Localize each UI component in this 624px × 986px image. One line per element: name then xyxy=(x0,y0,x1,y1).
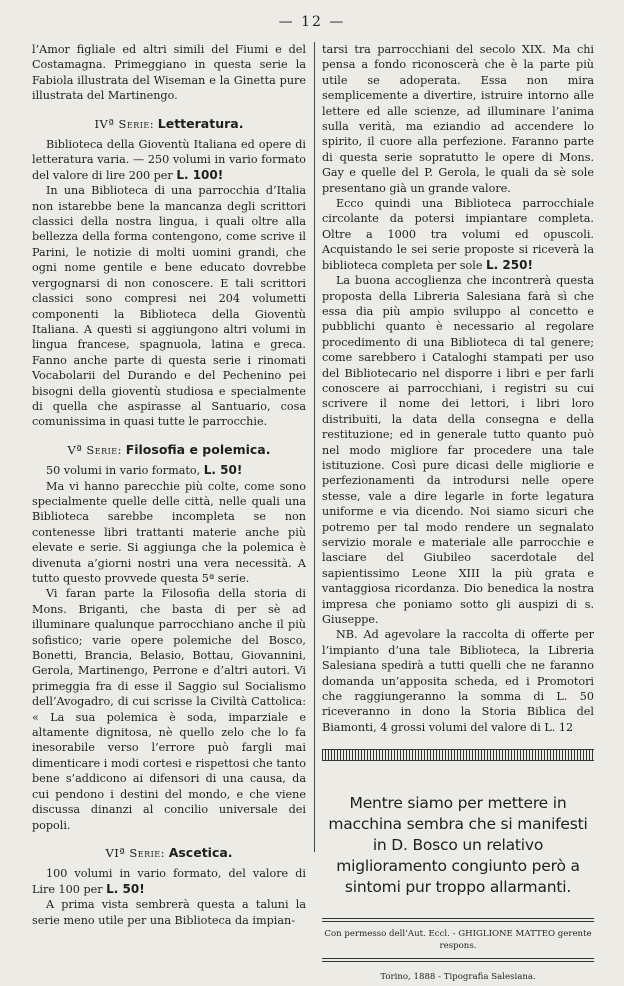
health-notice: Mentre siamo per mettere in macchina sembra che si manifesti in D. Bosco un relativo miglioramento congiunto però a sintomi pur troppo allarmanti. xyxy=(328,794,588,897)
paragraph: A prima vista sembrerà questa a taluni la serie meno utile per una Biblioteca da impian- xyxy=(32,898,306,927)
series-label: IVª Serie: xyxy=(94,116,155,131)
paragraph xyxy=(32,463,306,478)
thin-rule xyxy=(322,918,594,922)
printer-imprint: Torino, 1888 - Tipografia Salesiana. xyxy=(380,972,536,983)
paragraph: Ma vi hanno parecchie più colte, come sono specialmente quelle delle città, nelle quali una Biblioteca sarebbe incompleta se non contenesse libri trattanti materie anche più elevate e serie. Si aggiunga che la polemica è divenuta a’giorni nostri una vera necessità. A tutto questo provvede questa 5ª serie. xyxy=(32,479,306,585)
price: L. 50! xyxy=(203,463,243,478)
paragraph xyxy=(322,196,594,273)
offer-text: Ecco quindi una Biblioteca parrocchiale circolante da potersi impiantare completa. Oltre a 1000 tra volumi ed opuscoli. Acquistando le sei serie proposte si riceverà la biblioteca completa per sole xyxy=(322,197,594,272)
section-heading-v xyxy=(32,442,306,458)
column-divider xyxy=(314,42,315,852)
offer-text: 100 volumi in vario formato, del valore di Lire 100 per xyxy=(32,867,306,896)
right-column xyxy=(322,42,594,986)
paragraph: In una Biblioteca di una parrocchia d’Italia non istarebbe bene la mancanza degli scrittori classici della nostra lingua, i quali oltre alla bellezza della forma contengono, come scrive il Parini, le notizie di molti uomini grandi, che ogni nome gentile e bene educato dovrebbe vergognarsi di non conoscere. E tali scrittori classici sono compresi nei 204 volumetti componenti la Biblioteca della Gioventù Italiana. A questi si aggiungono altri volumi in lingua francese, spagnuola, latina e greca. Fanno anche parte di questa serie i rinomati Vocabolarii del Durando e del Pechenino pei bisogni della gioventù studiosa e specialmente di quella che aspirasse al Santuario, cosa comunissima in quasi tutte le parrocchie. xyxy=(32,184,306,429)
imprimatur-line: Con permesso dell’Aut. Eccl. - GHIGLIONE MATTEO gerente respons. xyxy=(324,929,592,952)
section-heading-vi xyxy=(32,845,306,861)
price: L. 100! xyxy=(176,167,224,182)
series-title: Letteratura. xyxy=(157,115,244,131)
paragraph xyxy=(32,137,306,183)
series-label: VIª Serie: xyxy=(105,845,166,860)
series-title: Ascetica. xyxy=(168,844,233,860)
paragraph xyxy=(32,866,306,897)
section-heading-iv xyxy=(32,116,306,132)
left-column xyxy=(32,42,306,928)
series-title: Filosofia e polemica. xyxy=(125,441,271,457)
ornamental-rule xyxy=(322,749,594,761)
paragraph: tarsi tra parrocchiani del secolo XIX. Ma chi pensa a fondo riconoscerà che è la parte più utile se adoperata. Essa non mira semplicemente a divertire, istruire intorno alle lettere ed alle scienze, ad illuminare l’anima sulla verità, ma eziandio ad accendere lo spirito, il cuore alla perfezione. Faranno parte di questa serie sopratutto le opere di Mons. Gay e quelle del P. Gerola, le quali da sè sole presentano già un grande valore. xyxy=(322,43,594,195)
price: L. 50! xyxy=(106,881,145,896)
series-label: Vª Serie: xyxy=(67,442,123,457)
paragraph: La buona accoglienza che incontrerà questa proposta della Libreria Salesiana farà sì che essa dia più ampio sviluppo al concetto e pubblichi quanto è necessario al regolare procedimento di una Biblioteca di tal genere; come sarebbero i Cataloghi stampati per uso del Bibliotecario nel disporre i libri e per farli conoscere ai parrocchiani, i registri su cui scrivere il nome dei lettori, i libri loro distribuiti, la data della consegna e della restituzione; ed in generale tutto quanto può nel modo migliore far procedere una tale istituzione. Così pure dicasi delle migliorie e perfezionamenti da introdursi nelle opere stesse, vale a dire legarle in forte legatura uniforme e via dicendo. Noi siamo sicuri che potremo per tal modo rendere un segnalato servizio morale e materiale alle parrocchie e lasciare del Giubileo sacerdotale del sapientissimo Leone XIII la più grata e vantaggiosa ricordanza. Dio benedica la nostra impresa che poniamo sotto gli auspizi di s. Giuseppe. xyxy=(322,274,594,627)
offer-text: 50 volumi in vario formato, xyxy=(46,464,201,478)
page-number: — 12 — xyxy=(278,14,346,30)
paragraph: Vi faran parte la Filosofia della storia di Mons. Briganti, che basta di per sè ad illuminare qualunque parrocchiano anche il più sofistico; varie opere polemiche del Bosco, Bonetti, Brancia, Belasio, Bottau, Giovannini, Gerola, Martinengo, Perrone e d’altri autori. Vi primeggia fra di esse il Saggio sul Socialismo dell’Avogadro, di cui scrisse la Civiltà Cattolica: « La sua polemica è soda, imparziale e altamente dignitosa, nè quello zelo che lo fa inesorabile verso l’errore può fargli mai dimenticare i modi cortesi e rispettosi che tanto bene s’addicono ai difensori di una causa, da cui pendono i destini del mondo, e che viene discussa dinanzi al concilio universale dei popoli. xyxy=(32,587,306,832)
paragraph: l’Amor figliale ed altri simili del Fiumi e del Costamagna. Primeggiano in questa serie la Fabiola illustrata del Wiseman e la Ginetta pure illustrata del Martinengo. xyxy=(32,43,306,103)
thin-rule xyxy=(322,958,594,962)
price: L. 250! xyxy=(486,257,533,272)
paragraph: NB. Ad agevolare la raccolta di offerte per l’impianto d’una tale Biblioteca, la Libreria Salesiana spedirà a tutti quelli che ne faranno domanda un’apposita scheda, ed i Promotori che raggiungeranno la somma di L. 50 riceveranno in dono la Storia Biblica del Biamonti, 4 grossi volumi del valore di L. 12 xyxy=(322,628,594,734)
offer-text: Biblioteca della Gioventù Italiana ed opere di letteratura varia. — 250 volumi in vario formato del valore di lire 200 per xyxy=(32,138,306,182)
